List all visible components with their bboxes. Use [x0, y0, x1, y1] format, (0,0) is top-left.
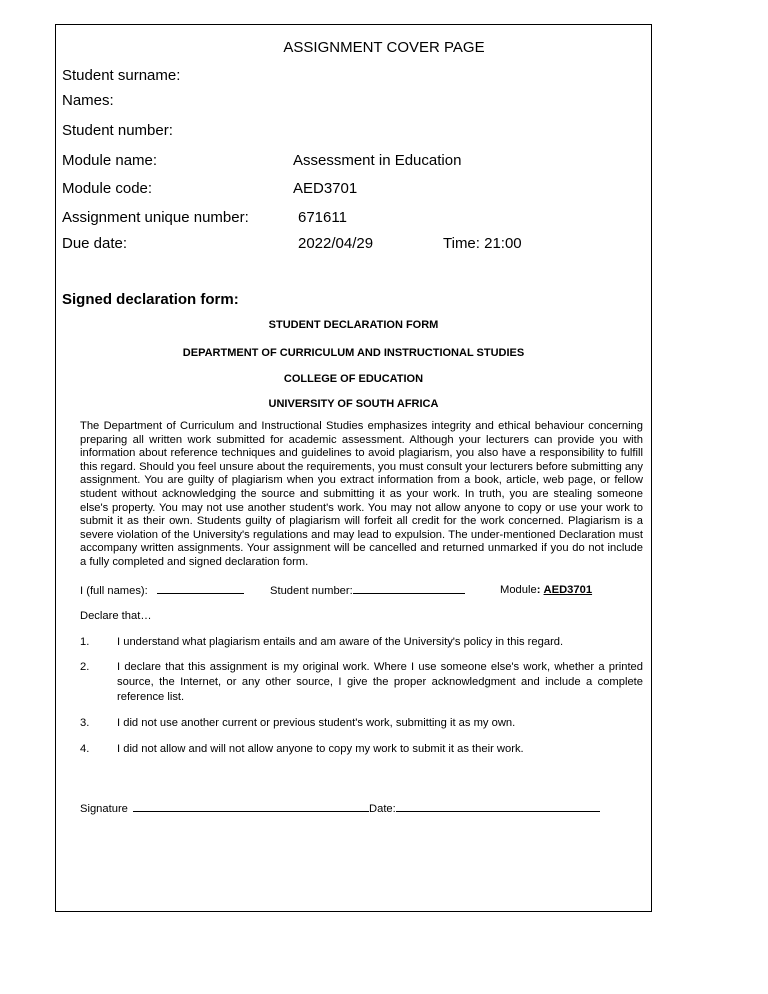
declare-that: Declare that…: [80, 609, 152, 622]
form-title: STUDENT DECLARATION FORM: [268, 319, 439, 331]
item-text: I did not use another current or previous student's work, submitting it as my own.: [117, 716, 516, 729]
department-name: DEPARTMENT OF CURRICULUM AND INSTRUCTIONAL STUDIES: [182, 347, 525, 359]
item-number: 3.: [80, 716, 90, 729]
names-label: Names:: [62, 92, 114, 109]
module-name-value: Assessment in Education: [293, 152, 462, 169]
unique-number-label: Assignment unique number:: [62, 209, 249, 226]
full-names-label: I (full names):: [80, 584, 148, 597]
item-number: 2.: [80, 661, 90, 674]
declaration-item: [80, 742, 643, 757]
date-blank[interactable]: [396, 800, 600, 812]
declaration-item: [80, 716, 643, 731]
decl-student-number-label: Student number:: [270, 584, 353, 597]
declaration-heading: Signed declaration form:: [62, 291, 239, 308]
declaration-paragraph: The Department of Curriculum and Instructional Studies emphasizes integrity and ethical behaviour concerning preparing all written work submitted for academic assessment. Although your lecturers can provide you with information about reference techniques and guidelines to avoid plagiarism, you also have a responsibility to fulfill this regard. Should you feel unsure about the requirements, you must consult your lecturers before submitting any assignment. You are guilty of plagiarism when you extract information from a book, article, web page, or fellow student without acknowledging the source and submitting it as your work. In truth, you are stealing someone else's property. You may not use another student's work. You may not allow anyone to copy or use your work to submit it as their own. Students guilty of plagiarism will forfeit all credit for the work concerned. Plagiarism is a severe violation of the University's regulations and may lead to expulsion. The under-mentioned Declaration must accompany written assignments. Your assignment will be cancelled and returned unmarked if you do not include a fully completed and signed declaration form.: [80, 420, 643, 568]
item-text: I understand what plagiarism entails and am aware of the University's policy in this regard.: [117, 635, 564, 648]
module-colon: :: [536, 583, 541, 596]
module-name-label: Module name:: [62, 152, 158, 169]
time-value: Time: 21:00: [443, 235, 522, 252]
student-number-blank[interactable]: [353, 582, 465, 594]
module-code-value: AED3701: [293, 180, 358, 197]
full-names-row: [80, 582, 244, 599]
item-text: I declare that this assignment is my original work. Where I use someone else's work, whether a printed source, the Internet, or any other source, I give the proper acknowledgment and include a complete reference list.: [117, 661, 643, 703]
declaration-item: [80, 635, 643, 650]
due-date-label: Due date:: [62, 235, 128, 252]
student-number-row: [270, 582, 465, 599]
surname-label: Student surname:: [62, 67, 181, 84]
module-row: [500, 582, 592, 598]
declaration-section: [80, 420, 643, 817]
unique-number-value: 671611: [298, 209, 347, 226]
signature-blank[interactable]: [133, 800, 369, 812]
due-date-value: 2022/04/29: [298, 235, 374, 252]
item-text: I did not allow and will not allow anyone to copy my work to submit it as their work.: [117, 742, 524, 755]
page-title: ASSIGNMENT COVER PAGE: [283, 39, 485, 56]
item-number: 4.: [80, 742, 90, 755]
full-names-blank[interactable]: [157, 582, 244, 594]
date-label: Date:: [369, 803, 396, 816]
module-label: Module: [500, 583, 537, 596]
module-code-label: Module code:: [62, 180, 153, 197]
module-code: AED3701: [543, 583, 593, 596]
signature-label: Signature: [80, 803, 128, 816]
identification-row: [80, 582, 643, 598]
signature-row: [80, 800, 643, 817]
student-number-label: Student number:: [62, 122, 173, 139]
college-name: COLLEGE OF EDUCATION: [283, 373, 424, 385]
item-number: 1.: [80, 635, 90, 648]
university-name: UNIVERSITY OF SOUTH AFRICA: [268, 398, 439, 410]
declaration-item: [80, 660, 643, 704]
